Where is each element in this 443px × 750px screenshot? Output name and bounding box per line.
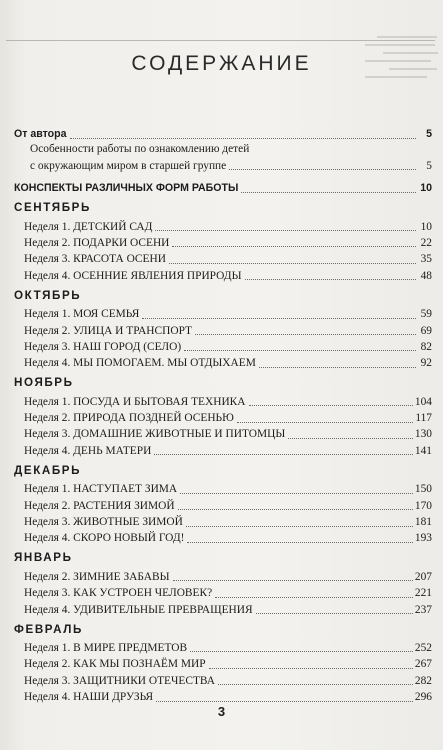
- dot-leader: [237, 422, 414, 423]
- toc-week-entry[interactable]: [14, 601, 432, 617]
- entry-title: Неделя 3. КРАСОТА ОСЕНИ: [24, 253, 166, 266]
- entry-page-number: 296: [414, 691, 432, 704]
- entry-title: Неделя 3. ДОМАШНИЕ ЖИВОТНЫЕ И ПИТОМЦЫ: [24, 428, 286, 441]
- page-number: 3: [217, 704, 226, 719]
- dot-leader: [169, 263, 416, 264]
- dot-leader: [154, 454, 413, 455]
- toc-week-entry[interactable]: [14, 235, 432, 251]
- toc-week-entry[interactable]: [14, 355, 432, 371]
- entry-title: Особенности работы по ознакомлению детей: [30, 143, 250, 156]
- entry-title: Неделя 4. СКОРО НОВЫЙ ГОД!: [24, 532, 185, 545]
- entry-title: Неделя 2. ЗИМНИЕ ЗАБАВЫ: [24, 570, 170, 583]
- toc-week-entry[interactable]: [14, 410, 432, 426]
- entry-page-number: 181: [414, 516, 432, 529]
- month-heading: ЯНВАРЬ: [14, 551, 73, 565]
- entry-title: Неделя 1. МОЯ СЕМЬЯ: [24, 308, 140, 321]
- entry-title: Неделя 1. ДЕТСКИЙ САД: [24, 220, 153, 233]
- toc-entry[interactable]: [14, 157, 432, 173]
- toc-week-entry[interactable]: [14, 497, 432, 513]
- toc-week-entry[interactable]: [14, 481, 432, 497]
- toc-week-entry[interactable]: [14, 568, 432, 584]
- entry-page-number: 59: [420, 308, 432, 321]
- entry-page-number: 282: [414, 674, 432, 687]
- toc-week-entry[interactable]: [14, 251, 432, 267]
- toc-week-entry[interactable]: [14, 267, 432, 283]
- toc-week-entry[interactable]: [14, 514, 432, 530]
- entry-title: Неделя 2. РАСТЕНИЯ ЗИМОЙ: [24, 499, 175, 512]
- entry-title: Неделя 1. ПОСУДА И БЫТОВАЯ ТЕХНИКА: [24, 395, 246, 408]
- entry-title: От автора: [14, 128, 67, 141]
- month-heading: ОКТЯБРЬ: [14, 288, 82, 302]
- dot-leader: [229, 169, 416, 170]
- dot-leader: [184, 350, 416, 351]
- toc-week-entry[interactable]: [14, 393, 432, 409]
- toc-week-entry[interactable]: [14, 306, 432, 322]
- entry-title: Неделя 2. ПРИРОДА ПОЗДНЕЙ ОСЕНЬЮ: [24, 412, 234, 425]
- entry-page-number: 207: [414, 570, 432, 583]
- entry-title: Неделя 4. ОСЕННИЕ ЯВЛЕНИЯ ПРИРОДЫ: [24, 269, 242, 282]
- toc-week-entry[interactable]: [14, 656, 432, 672]
- page-title: СОДЕРЖАНИЕ: [131, 52, 312, 75]
- entry-title: Неделя 4. ДЕНЬ МАТЕРИ: [24, 444, 152, 457]
- entry-page-number: 170: [414, 499, 432, 512]
- dot-leader: [288, 438, 413, 439]
- entry-title: Неделя 4. УДИВИТЕЛЬНЫЕ ПРЕВРАЩЕНИЯ: [24, 603, 253, 616]
- entry-title: Неделя 2. ПОДАРКИ ОСЕНИ: [24, 236, 170, 249]
- entry-title: Неделя 3. НАШ ГОРОД (СЕЛО): [24, 340, 182, 353]
- entry-page-number: 5: [426, 128, 432, 141]
- toc-entry[interactable]: [14, 126, 432, 142]
- entry-title: Неделя 1. НАСТУПАЕТ ЗИМА: [24, 483, 178, 496]
- entry-title: Неделя 2. УЛИЦА И ТРАНСПОРТ: [24, 324, 193, 337]
- entry-page-number: 252: [414, 641, 432, 654]
- dot-leader: [173, 580, 413, 581]
- toc-week-entry[interactable]: [14, 442, 432, 458]
- entry-page-number: 48: [420, 269, 432, 282]
- entry-page-number: 221: [414, 587, 432, 600]
- toc-section-entry[interactable]: [14, 180, 432, 196]
- toc-week-entry[interactable]: [14, 585, 432, 601]
- entry-title: Неделя 3. КАК УСТРОЕН ЧЕЛОВЕК?: [24, 587, 213, 600]
- entry-page-number: 237: [414, 603, 432, 616]
- dot-leader: [178, 509, 413, 510]
- entry-title: Неделя 2. КАК МЫ ПОЗНАЁМ МИР: [24, 658, 206, 671]
- dot-leader: [190, 651, 413, 652]
- dot-leader: [142, 318, 416, 319]
- entry-title: Неделя 1. В МИРЕ ПРЕДМЕТОВ: [24, 641, 188, 654]
- dot-leader: [155, 230, 416, 231]
- entry-page-number: 82: [420, 340, 432, 353]
- toc-week-entry[interactable]: [14, 426, 432, 442]
- toc-week-entry[interactable]: [14, 640, 432, 656]
- dot-leader: [186, 526, 413, 527]
- toc-week-entry[interactable]: [14, 339, 432, 355]
- entry-page-number: 267: [414, 658, 432, 671]
- entry-title: Неделя 3. ЖИВОТНЫЕ ЗИМОЙ: [24, 516, 183, 529]
- toc-week-entry[interactable]: [14, 322, 432, 338]
- month-heading: ФЕВРАЛЬ: [14, 622, 83, 636]
- entry-title: с окружающим миром в старшей группе: [30, 159, 227, 172]
- entry-title: КОНСПЕКТЫ РАЗЛИЧНЫХ ФОРМ РАБОТЫ: [14, 182, 239, 195]
- toc-week-entry[interactable]: [14, 530, 432, 546]
- toc-week-entry[interactable]: [14, 672, 432, 688]
- dot-leader: [195, 334, 416, 335]
- entry-page-number: 10: [420, 220, 432, 233]
- entry-page-number: 104: [414, 395, 432, 408]
- dot-leader: [218, 684, 413, 685]
- dot-leader: [209, 668, 413, 669]
- dot-leader: [256, 613, 413, 614]
- dot-leader: [249, 405, 413, 406]
- dot-leader: [259, 367, 416, 368]
- entry-title: Неделя 4. МЫ ПОМОГАЕМ. МЫ ОТДЫХАЕМ: [24, 357, 256, 370]
- entry-page-number: 150: [414, 483, 432, 496]
- dot-leader: [70, 138, 416, 139]
- dot-leader: [187, 542, 412, 543]
- header-rule: [6, 40, 435, 41]
- entry-page-number: 130: [414, 428, 432, 441]
- month-heading: НОЯБРЬ: [14, 376, 74, 390]
- dot-leader: [156, 701, 413, 702]
- entry-page-number: 10: [420, 182, 432, 195]
- entry-title: Неделя 4. НАШИ ДРУЗЬЯ: [24, 691, 154, 704]
- entry-page-number: 35: [420, 253, 432, 266]
- dot-leader: [241, 192, 416, 193]
- entry-page-number: 193: [414, 532, 432, 545]
- dot-leader: [172, 246, 416, 247]
- month-heading: ДЕКАБРЬ: [14, 463, 82, 477]
- entry-page-number: 22: [420, 236, 432, 249]
- entry-page-number: 69: [420, 324, 432, 337]
- entry-page-number: 141: [414, 444, 432, 457]
- entry-page-number: 92: [420, 357, 432, 370]
- month-heading: СЕНТЯБРЬ: [14, 201, 91, 215]
- toc-week-entry[interactable]: [14, 218, 432, 234]
- dot-leader: [215, 597, 413, 598]
- entry-page-number: 117: [415, 412, 432, 425]
- dot-leader: [180, 493, 413, 494]
- toc-week-entry[interactable]: [14, 689, 432, 705]
- entry-page-number: 5: [426, 159, 432, 172]
- dot-leader: [245, 279, 416, 280]
- table-of-contents: [14, 126, 432, 705]
- entry-title: Неделя 3. ЗАЩИТНИКИ ОТЕЧЕСТВА: [24, 674, 216, 687]
- toc-entry[interactable]: [14, 142, 432, 157]
